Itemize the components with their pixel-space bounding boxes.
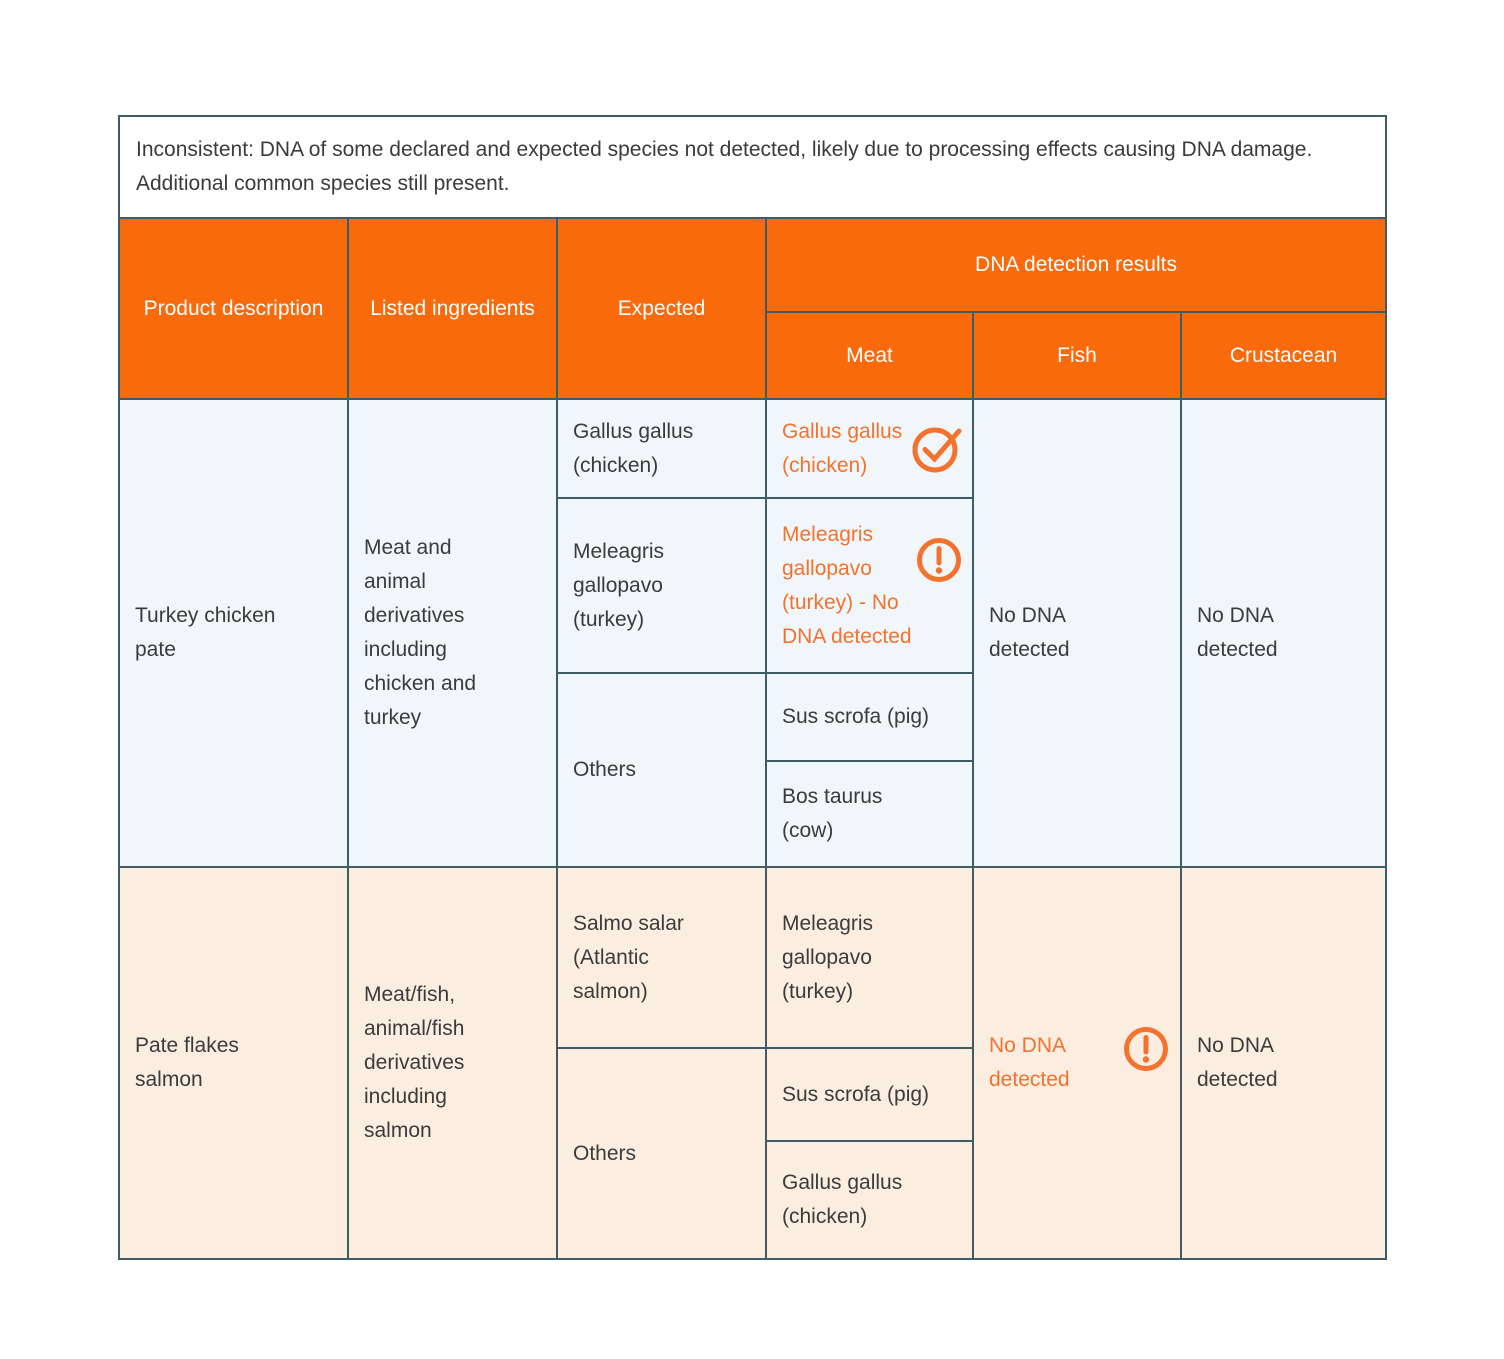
expected-species-cell: Others [557, 673, 766, 867]
col-header-meat: Meat [766, 312, 973, 399]
col-header-listed-ingredients: Listed ingredients [348, 218, 557, 399]
listed-ingredients-cell: Meat and animal derivatives including chicken and turkey [348, 399, 557, 867]
consistency-note-text: Inconsistent: DNA of some declared and expected species not detected, likely due to processing effects causing DNA damage. Additional common species still present. [136, 138, 1313, 195]
meat-result-cell: Sus scrofa (pig) [766, 1048, 973, 1141]
banner-row [119, 116, 1386, 218]
fish-result-cell: No DNA detected [973, 867, 1181, 1259]
header-row-top [119, 218, 1386, 312]
consistency-note [119, 116, 1386, 218]
crustacean-result-cell: No DNA detected [1181, 399, 1386, 867]
product-description-cell: Turkey chicken pate [119, 399, 348, 867]
dna-detection-table [118, 115, 1387, 1260]
meat-result-cell: Bos taurus (cow) [766, 761, 973, 867]
expected-species-cell: Salmo salar (Atlantic salmon) [557, 867, 766, 1048]
col-header-expected: Expected [557, 218, 766, 399]
table-row [119, 399, 1386, 498]
meat-result-cell: Gallus gallus (chicken) [766, 1141, 973, 1259]
col-header-crustacean: Crustacean [1181, 312, 1386, 399]
meat-result-cell: Sus scrofa (pig) [766, 673, 973, 761]
col-header-dna-detection-results: DNA detection results [766, 218, 1386, 312]
meat-result-cell: Gallus gallus (chicken) [766, 399, 973, 498]
col-header-fish: Fish [973, 312, 1181, 399]
expected-species-cell: Meleagris gallopavo (turkey) [557, 498, 766, 673]
expected-species-cell: Others [557, 1048, 766, 1259]
product-description-cell: Pate flakes salmon [119, 867, 348, 1259]
warning-circle-icon [916, 537, 962, 583]
crustacean-result-cell: No DNA detected [1181, 867, 1386, 1259]
col-header-product-description: Product description [119, 218, 348, 399]
warning-circle-icon [1123, 1026, 1169, 1072]
meat-result-cell: Meleagris gallopavo (turkey) [766, 867, 973, 1048]
fish-result-cell: No DNA detected [973, 399, 1181, 867]
meat-result-cell: Meleagris gallopavo (turkey) - No DNA detected [766, 498, 973, 673]
listed-ingredients-cell: Meat/fish, animal/fish derivatives including salmon [348, 867, 557, 1259]
check-circle-icon [912, 421, 964, 473]
table-row [119, 867, 1386, 1048]
expected-species-cell: Gallus gallus (chicken) [557, 399, 766, 498]
